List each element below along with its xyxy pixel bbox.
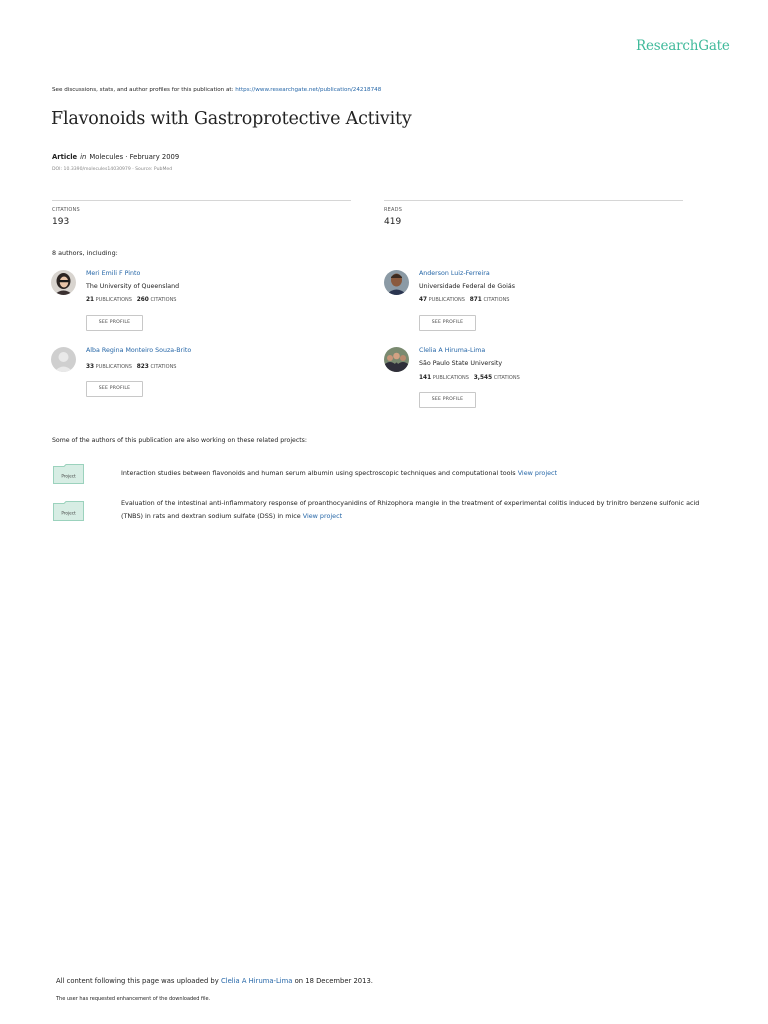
- publication-type: Article: [52, 153, 78, 161]
- citation-count: 871: [469, 297, 482, 303]
- projects-heading: Some of the authors of this publication are also working on these related projects:: [52, 437, 307, 444]
- upload-suffix: on 18 December 2013.: [294, 977, 373, 985]
- author-stats: [419, 297, 509, 303]
- author-stats: [86, 297, 176, 303]
- uploader-link[interactable]: Clelia A Hiruma-Lima: [220, 977, 293, 985]
- author-name[interactable]: Alba Regina Monteiro Souza-Brito: [86, 347, 192, 354]
- publication-count: 33: [86, 364, 95, 370]
- citations-value: 193: [52, 217, 70, 227]
- view-project-link[interactable]: View project: [517, 469, 558, 477]
- folder-icon[interactable]: [53, 501, 84, 521]
- folder-shape: [53, 501, 84, 521]
- citation-count: 3,545: [473, 375, 493, 381]
- citations-label: CITATIONS: [493, 375, 520, 381]
- in-word: in: [80, 153, 87, 161]
- citations-label: CITATIONS: [150, 364, 177, 370]
- discussion-text: See discussions, stats, and author profiles for this publication at:: [52, 87, 234, 93]
- see-profile-button[interactable]: SEE PROFILE: [86, 381, 143, 397]
- publications-label: PUBLICATIONS: [428, 297, 465, 303]
- publication-meta: [52, 153, 179, 161]
- citations-divider: [52, 200, 351, 201]
- author-institution: São Paulo State University: [419, 360, 503, 367]
- publications-label: PUBLICATIONS: [95, 364, 132, 370]
- avatar[interactable]: [384, 347, 409, 372]
- author-institution: The University of Queensland: [86, 283, 180, 290]
- doi-source: DOI: 10.3390/molecules14030979 · Source: PubMed: [52, 167, 173, 172]
- project-item: [121, 497, 711, 523]
- folder-shape: [53, 464, 84, 484]
- avatar-photo-icon: [384, 347, 409, 372]
- author-stats: [419, 375, 520, 381]
- see-profile-button[interactable]: SEE PROFILE: [419, 392, 476, 408]
- publication-title: Flavonoids with Gastroprotective Activity: [51, 109, 412, 129]
- folder-label: Project: [61, 510, 76, 516]
- author-name[interactable]: Meri Emili F Pinto: [86, 270, 141, 277]
- avatar[interactable]: [51, 347, 76, 372]
- authors-heading: 8 authors, including:: [52, 249, 118, 257]
- citations-label: CITATIONS: [483, 297, 510, 303]
- publication-count: 141: [419, 375, 432, 381]
- avatar-photo-icon: [384, 270, 409, 295]
- avatar-photo-icon: [51, 270, 76, 295]
- author-name[interactable]: Clelia A Hiruma-Lima: [419, 347, 486, 354]
- citation-count: 823: [136, 364, 149, 370]
- researchgate-logo[interactable]: ResearchGate: [636, 38, 730, 54]
- publication-count: 21: [86, 297, 95, 303]
- project-description: Interaction studies between flavonoids and human serum albumin using spectroscopic techniques and computational tools: [121, 469, 516, 477]
- upload-prefix: All content following this page was uploaded by: [56, 977, 219, 985]
- citation-count: 260: [136, 297, 149, 303]
- journal-date: Molecules · February 2009: [89, 153, 180, 161]
- publication-url-link[interactable]: https://www.researchgate.net/publication/24218748: [235, 87, 382, 93]
- discussion-line: [52, 87, 381, 93]
- project-description: Evaluation of the intestinal anti-inflammatory response of proanthocyanidins of Rhizophora mangle in the treatment of experimental colitis induced by trinitro benzene sulfonic acid (TNBS) in rats and dextran sodium sulfate (DSS) in mice: [121, 499, 700, 520]
- upload-note: [56, 977, 373, 985]
- enhancement-note: The user has requested enhancement of the downloaded file.: [56, 996, 211, 1002]
- reads-value: 419: [384, 217, 402, 227]
- person-silhouette-icon: [51, 347, 76, 372]
- avatar[interactable]: [51, 270, 76, 295]
- folder-icon[interactable]: [53, 464, 84, 484]
- see-profile-button[interactable]: SEE PROFILE: [86, 315, 143, 331]
- folder-label: Project: [61, 473, 76, 479]
- project-item: [121, 467, 711, 480]
- reads-divider: [384, 200, 683, 201]
- publication-count: 47: [419, 297, 428, 303]
- author-institution: Universidade Federal de Goiás: [419, 283, 516, 290]
- citations-label: CITATIONS: [52, 207, 80, 213]
- avatar[interactable]: [384, 270, 409, 295]
- citations-label: CITATIONS: [150, 297, 177, 303]
- author-stats: [86, 364, 176, 370]
- publications-label: PUBLICATIONS: [95, 297, 132, 303]
- author-name[interactable]: Anderson Luiz-Ferreira: [419, 270, 490, 277]
- reads-label: READS: [384, 207, 403, 213]
- view-project-link[interactable]: View project: [302, 512, 343, 520]
- publications-label: PUBLICATIONS: [432, 375, 469, 381]
- see-profile-button[interactable]: SEE PROFILE: [419, 315, 476, 331]
